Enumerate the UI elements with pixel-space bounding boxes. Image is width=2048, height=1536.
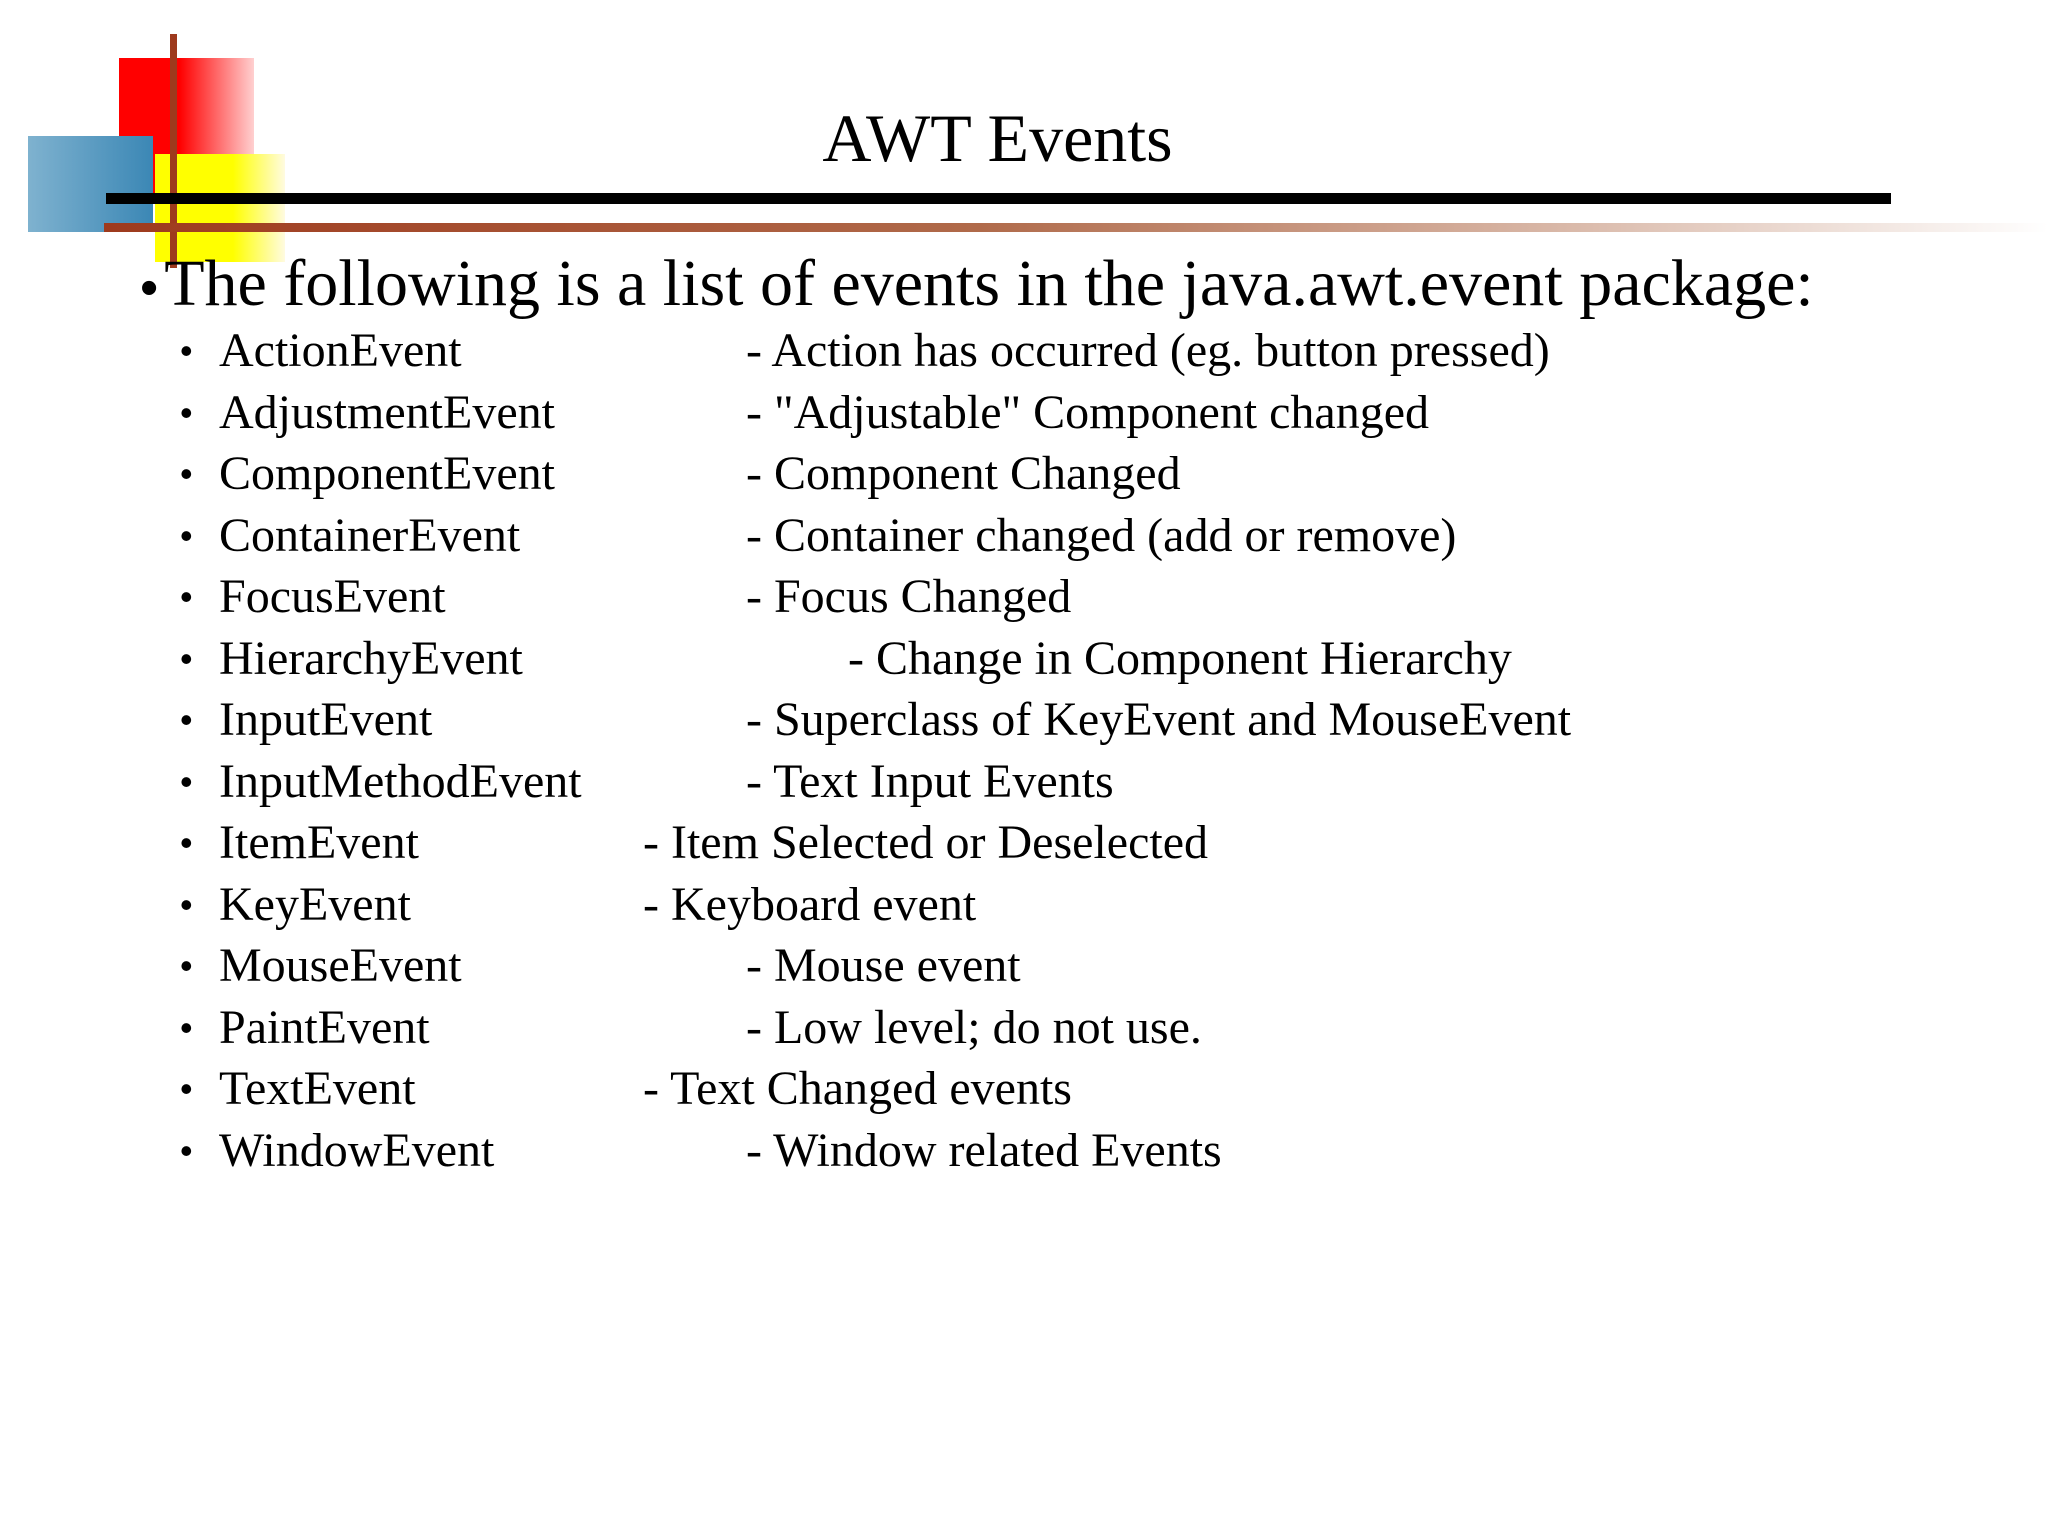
bullet-icon: • (180, 822, 193, 863)
bullet-icon: • (180, 1068, 193, 1109)
event-name: ContainerEvent (219, 508, 521, 562)
intro-bullet (140, 244, 1814, 328)
event-description: - Action has occurred (eg. button pressed) (746, 324, 1550, 377)
intro-text: The following is a list of events in the java.awt.event package: (164, 247, 1814, 320)
slide-title: AWT Events (822, 100, 1173, 176)
bullet-icon: • (180, 576, 193, 617)
bullet-icon: • (180, 453, 193, 494)
bullet-icon: • (180, 637, 193, 679)
event-description: - Component Changed (746, 447, 1181, 500)
event-name: AdjustmentEvent (219, 385, 555, 439)
event-name: WindowEvent (219, 1123, 495, 1177)
event-description: - Container changed (add or remove) (746, 508, 1457, 562)
event-name: ItemEvent (219, 816, 419, 869)
event-name: InputMethodEvent (219, 754, 582, 808)
event-description: - Low level; do not use. (746, 1000, 1202, 1054)
bullet-icon: • (140, 259, 159, 317)
bullet-icon: • (180, 760, 193, 802)
event-name: PaintEvent (219, 1000, 430, 1054)
title-underline-black (106, 193, 1891, 204)
event-description: - Focus Changed (746, 570, 1072, 623)
bullet-icon: • (180, 883, 193, 925)
event-description: - "Adjustable" Component changed (746, 385, 1430, 439)
event-description: - Text Input Events (746, 754, 1114, 808)
event-description: - Change in Component Hierarchy (848, 631, 1512, 685)
bullet-icon: • (180, 1129, 193, 1171)
title-underline-brown (104, 223, 2048, 232)
event-name: KeyEvent (219, 877, 411, 931)
event-name: ComponentEvent (219, 447, 555, 500)
event-description: - Mouse event (746, 939, 1021, 992)
bullet-icon: • (180, 514, 193, 556)
bullet-icon: • (180, 945, 193, 986)
event-name: TextEvent (219, 1062, 416, 1115)
event-name: FocusEvent (219, 570, 446, 623)
event-name: HierarchyEvent (219, 631, 523, 685)
event-description: - Keyboard event (643, 877, 977, 931)
event-name: MouseEvent (219, 939, 462, 992)
bullet-icon: • (180, 1006, 193, 1048)
event-description: - Window related Events (746, 1123, 1222, 1177)
event-description: - Text Changed events (643, 1062, 1072, 1115)
event-name: ActionEvent (219, 324, 462, 377)
event-description: - Superclass of KeyEvent and MouseEvent (746, 693, 1572, 746)
bullet-icon: • (180, 391, 193, 433)
bullet-icon: • (180, 699, 193, 740)
bullet-icon: • (180, 330, 193, 371)
event-description: - Item Selected or Deselected (643, 816, 1209, 869)
event-name: InputEvent (219, 693, 433, 746)
